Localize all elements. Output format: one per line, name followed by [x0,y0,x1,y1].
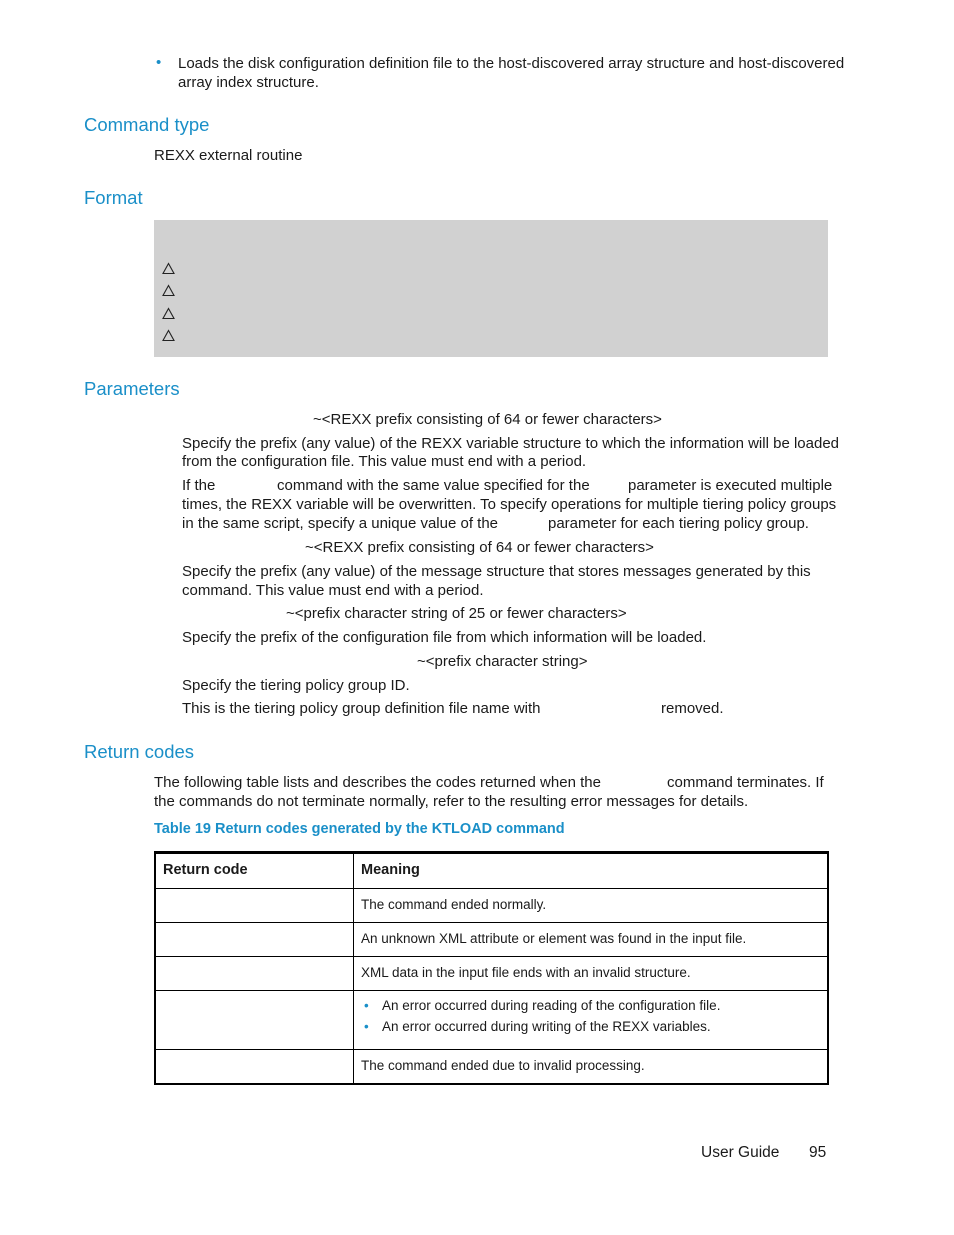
param1-note-line2: times, the REXX variable will be overwritten. To specify operations for multiple tiering policy groups [182,496,837,513]
table-row [155,923,828,957]
return-codes-intro-line1b: command terminates. If [667,774,824,791]
return-codes-intro-line2: the commands do not terminate normally, refer to the resulting error messages for details. [154,793,749,810]
param4-desc: Specify the tiering policy group ID. [182,677,410,694]
return-codes-intro-line1a: The following table lists and describes the codes returned when the [154,774,601,791]
param2-desc-line2: command. This value must end with a period. [182,582,484,599]
param1-note-line1a: If the [182,477,216,494]
param4-value: ~<prefix character string> [417,653,588,670]
meaning-cell: An unknown XML attribute or element was found in the input file. [354,923,829,957]
list-item-text: An error occurred during reading of the configuration file. [382,998,721,1013]
param2-value: ~<REXX prefix consisting of 64 or fewer characters> [305,539,654,556]
return-code-cell [155,889,354,923]
page-number: 95 [809,1144,827,1161]
delta-icon [162,307,175,320]
bullet-icon: • [156,54,162,71]
return-code-cell [155,957,354,991]
table-row [155,889,828,923]
table-row [155,991,828,1050]
return-code-cell [155,923,354,957]
return-code-cell [155,1050,354,1085]
param1-note-line1c: parameter is executed multiple [628,477,833,494]
param1-note-line3a: in the same script, specify a unique value of the [182,515,499,532]
meaning-bullet-list [361,995,820,1037]
format-code-box [154,220,828,357]
list-item [361,1016,820,1037]
column-header-meaning: Meaning [354,853,829,889]
table-caption: Table 19 Return codes generated by the KTLOAD command [154,821,565,837]
param1-desc-line2: from the configuration file. This value must end with a period. [182,453,587,470]
meaning-cell [354,991,829,1050]
param4-note-b: removed. [661,700,724,717]
parameters-heading: Parameters [84,378,180,399]
meaning-cell: The command ended normally. [354,889,829,923]
param3-value: ~<prefix character string of 25 or fewer characters> [286,605,627,622]
command-type-text: REXX external routine [154,147,303,164]
footer-label: User Guide [701,1144,780,1161]
command-type-heading: Command type [84,114,210,135]
list-item-text: An error occurred during writing of the REXX variables. [382,1019,711,1034]
param1-note-line1b: command with the same value specified for the [277,477,590,494]
bullet-icon: • [364,998,369,1013]
intro-bullet-line2: array index structure. [178,74,319,91]
param1-desc-line1: Specify the prefix (any value) of the REXX variable structure to which the information will be loaded [182,435,839,452]
table-row [155,957,828,991]
meaning-cell: The command ended due to invalid processing. [354,1050,829,1085]
delta-icon [162,262,175,275]
delta-icon [162,329,175,342]
param1-value: ~<REXX prefix consisting of 64 or fewer characters> [313,411,662,428]
column-header-return-code: Return code [155,853,354,889]
param4-note-a: This is the tiering policy group definition file name with [182,700,541,717]
bullet-icon: • [364,1019,369,1034]
param1-note-line3b: parameter for each tiering policy group. [548,515,809,532]
table-header-row [155,853,828,889]
meaning-cell: XML data in the input file ends with an invalid structure. [354,957,829,991]
list-item [361,995,820,1016]
return-codes-heading: Return codes [84,741,195,762]
return-code-cell [155,991,354,1050]
intro-bullet-line1: Loads the disk configuration definition file to the host-discovered array structure and host-discovered [178,55,845,72]
return-codes-table [154,851,829,1085]
param3-desc: Specify the prefix of the configuration file from which information will be loaded. [182,629,707,646]
format-heading: Format [84,187,143,208]
delta-icon [162,284,175,297]
table-row [155,1050,828,1085]
param2-desc-line1: Specify the prefix (any value) of the message structure that stores messages generated by this [182,563,811,580]
